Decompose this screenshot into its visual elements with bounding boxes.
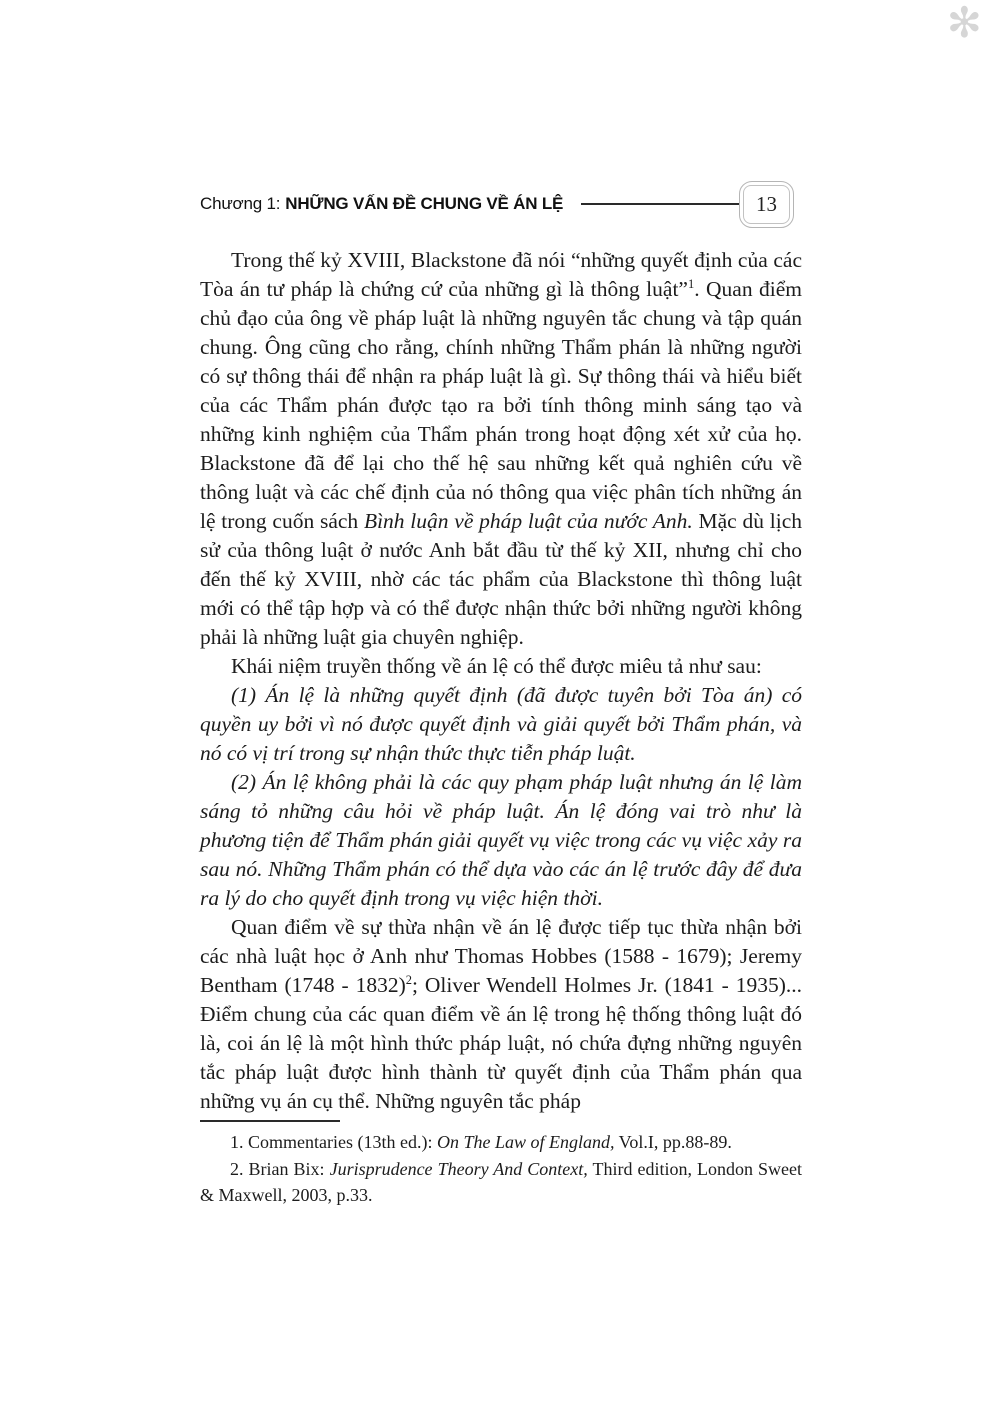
- text-segment: On The Law of England,: [436, 1132, 615, 1152]
- text-segment: Quan điểm về sự thừa nhận về án lệ được tiếp tục thừa nhận bởi các nhà luật học ở Anh như Thomas Hobbes (1588 - 1679); Jeremy Bentham (1748 - 1832): [200, 915, 802, 997]
- paragraph: [200, 1129, 802, 1156]
- page-number-inner-frame: [743, 185, 790, 224]
- paragraph: [200, 246, 802, 652]
- chapter-title: NHỮNG VẤN ĐỀ CHUNG VỀ ÁN LỆ: [285, 194, 564, 213]
- chapter-prefix: Chương 1:: [200, 194, 281, 213]
- text-segment: 2. Brian Bix:: [230, 1158, 330, 1179]
- text-segment: Mặc dù lịch sử của thông luật ở nước Anh bắt đầu từ thế kỷ XII, nhưng chỉ cho đến thế kỷ XVIII, nhờ các tác phẩm của Blackstone thì thông luật mới có thể tập hợp và có thể được nhận thức bởi những người không phải là những luật gia chuyên nghiệp.: [200, 509, 802, 649]
- paragraph: [200, 913, 802, 1116]
- paragraph: [200, 681, 802, 768]
- text-segment: Khái niệm truyền thống về án lệ có thể được miêu tả như sau:: [231, 654, 762, 678]
- footnote-list: [200, 1129, 802, 1209]
- footnote-marker: 2: [405, 972, 412, 987]
- text-segment: Third edition, London Sweet & Maxwell, 2003, p.33.: [200, 1158, 803, 1205]
- footnotes-section: [200, 1120, 802, 1209]
- text-segment: Vol.I, pp.88-89.: [614, 1132, 732, 1152]
- text-segment: ; Oliver Wendell Holmes Jr. (1841 - 1935)... Điểm chung của các quan điểm về án lệ trong hệ thống thông luật đó là, coi án lệ là một hình thức pháp luật, nó chứa đựng những nguyên tắc pháp luật được hình thành từ quyết định của Thẩm phán qua những vụ án cụ thể. Những nguyên tắc pháp: [200, 973, 802, 1113]
- paragraph: [200, 1156, 802, 1209]
- body-text: [200, 246, 802, 1116]
- florette-ornament-icon: ✻: [946, 0, 982, 47]
- paragraph: [200, 768, 802, 913]
- footnote-separator-rule: [200, 1120, 340, 1122]
- header-rule: [581, 203, 739, 205]
- text-segment: (1) Án lệ là những quyết định (đã được tuyên bởi Tòa án) có quyền uy bởi vì nó được quyết định và giải quyết bởi Thẩm phán, và nó có vị trí trong sự nhận thức thực tiễn pháp luật.: [200, 683, 802, 765]
- running-header: [200, 180, 794, 228]
- text-segment: Bình luận về pháp luật của nước Anh.: [363, 509, 693, 533]
- text-segment: Trong thế kỷ XVIII, Blackstone đã nói “những quyết định của các Tòa án tư pháp là chứng cứ của những gì là thông luật”: [200, 248, 802, 301]
- text-segment: . Quan điểm chủ đạo của ông về pháp luật là những nguyên tắc chung và tập quán chung. Ông cũng cho rằng, chính những Thẩm phán là những người có sự thông thái để nhận ra pháp luật là gì. Sự thông thái và hiểu biết của các Thẩm phán được tạo ra bởi tính thông minh sáng tạo và những kinh nghiệm của Thẩm phán trong hoạt động xét xử của họ. Blackstone đã để lại cho thế hệ sau những kết quả nghiên cứu về thông luật và các chế định của nó thông qua việc phân tích những án lệ trong cuốn sách: [200, 277, 803, 533]
- footnote-marker: 1: [687, 276, 695, 291]
- text-segment: 1. Commentaries (13th ed.):: [230, 1132, 437, 1152]
- page-number: 13: [756, 191, 777, 216]
- text-segment: (2) Án lệ không phải là các quy phạm pháp luật nhưng án lệ làm sáng tỏ những câu hỏi về pháp luật. Án lệ đóng vai trò như là phương tiện để Thẩm phán giải quyết vụ việc trong các vụ việc xảy ra sau nó. Những Thẩm phán có thể dựa vào các án lệ trước đây để đưa ra lý do cho quyết định trong vụ việc hiện thời.: [200, 770, 802, 910]
- text-segment: Jurisprudence Theory And Context,: [329, 1158, 588, 1179]
- paragraph: [200, 652, 802, 681]
- chapter-heading: [200, 194, 563, 214]
- page-number-box: [739, 181, 794, 228]
